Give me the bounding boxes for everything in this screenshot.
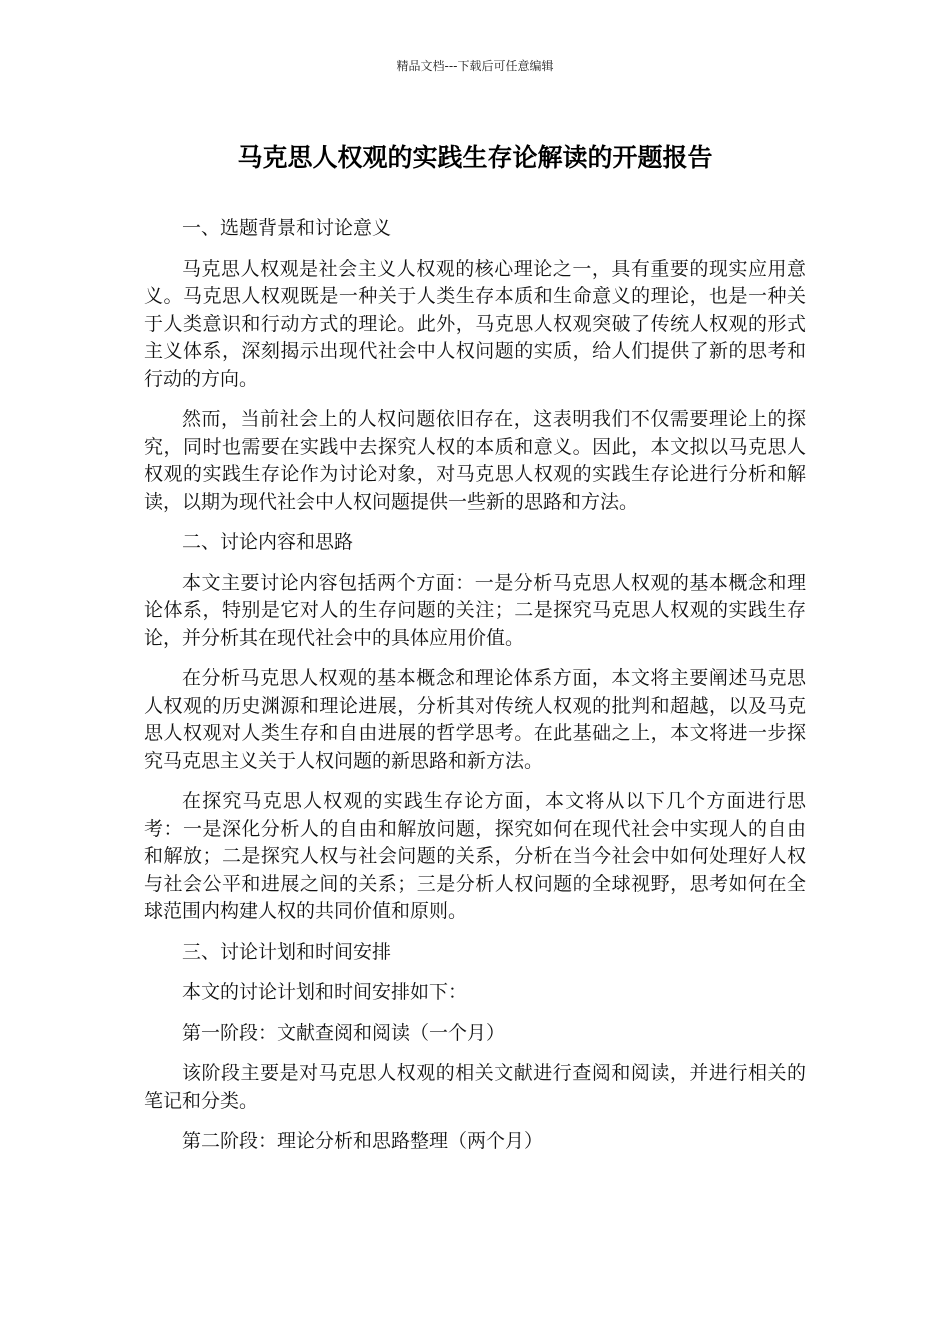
- document-body: [144, 215, 806, 1169]
- section-heading-plan: 三、讨论计划和时间安排: [182, 940, 392, 963]
- paragraph: 本文主要讨论内容包括两个方面：一是分析马克思人权观的基本概念和理论体系，特别是它对人的生存问题的关注；二是探究马克思人权观的实践生存论，并分析其在现代社会中的具体应用价值。: [144, 571, 806, 649]
- phase-item: 第二阶段：理论分析和思路整理（两个月）: [182, 1130, 544, 1152]
- paragraph: 在探究马克思人权观的实践生存论方面，本文将从以下几个方面进行思考：一是深化分析人的自由和解放问题，探究如何在现代社会中实现人的自由和解放；二是探究人权与社会问题的关系，分析在当今社会中如何处理好人权与社会公平和进展之间的关系；三是分析人权问题的全球视野，思考如何在全球范围内构建人权的共同价值和原则。: [144, 790, 806, 922]
- paragraph: 该阶段主要是对马克思人权观的相关文献进行查阅和阅读，并进行相关的笔记和分类。: [144, 1062, 806, 1112]
- paragraph: 马克思人权观是社会主义人权观的核心理论之一，具有重要的现实应用意义。马克思人权观既是一种关于人类生存本质和生命意义的理论，也是一种关于人类意识和行动方式的理论。此外，马克思人权观突破了传统人权观的形式主义体系，深刻揭示出现代社会中人权问题的实质，给人们提供了新的思考和行动的方向。: [144, 257, 806, 390]
- section-heading-background: 一、选题背景和讨论意义: [182, 217, 392, 239]
- document-title: 马克思人权观的实践生存论解读的开题报告: [237, 143, 713, 172]
- paragraph: 本文的讨论计划和时间安排如下：: [182, 981, 468, 1003]
- page-header: 精品文档---下载后可任意编辑: [396, 59, 554, 73]
- paragraph: 在分析马克思人权观的基本概念和理论体系方面，本文将主要阐述马克思人权观的历史渊源和理论进展，分析其对传统人权观的批判和超越，以及马克思人权观对人类生存和自由进展的哲学思考。在此基础之上，本文将进一步探究马克思主义关于人权问题的新思路和新方法。: [144, 667, 806, 772]
- phase-item: 第一阶段：文献查阅和阅读（一个月）: [182, 1021, 506, 1044]
- paragraph: 然而，当前社会上的人权问题依旧存在，这表明我们不仅需要理论上的探究，同时也需要在实践中去探究人权的本质和意义。因此，本文拟以马克思人权观的实践生存论作为讨论对象，对马克思人权观的实践生存论进行分析和解读，以期为现代社会中人权问题提供一些新的思路和方法。: [144, 408, 806, 513]
- section-heading-content: 二、讨论内容和思路: [182, 531, 354, 553]
